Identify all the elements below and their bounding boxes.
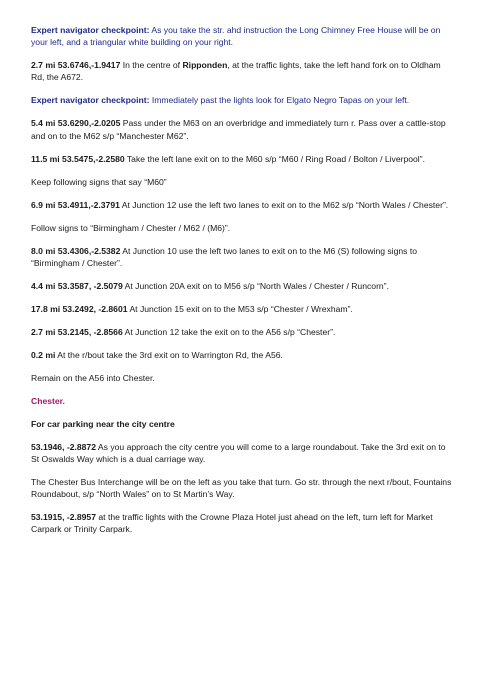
step-junction-15 (31, 303, 455, 315)
step-text: At Junction 15 exit on to the M53 s/p “Chester / Wrexham”. (127, 303, 353, 314)
directions-document (31, 24, 455, 546)
checkpoint-text: Immediately past the lights look for Elgato Negro Tapas on your left. (149, 95, 410, 106)
navigator-checkpoint-1 (31, 24, 455, 48)
step-text: At Junction 20A exit on to M56 s/p “North Wales / Chester / Runcorn”. (122, 280, 389, 291)
step-distance-coords: 8.0 mi 53.4306,-2.5382 (31, 245, 121, 256)
step-ripponden (31, 59, 455, 83)
place-name: Ripponden (182, 60, 228, 71)
step-text: At Junction 10 use the left two lanes to exit on to the M6 (S) following signs to “Birmingham / Chester”. (31, 245, 418, 268)
note-follow-birmingham: Follow signs to “Birmingham / Chester / M62 / (M6)”. (31, 222, 231, 233)
step-distance-coords: 2.7 mi 53.2145, -2.8566 (31, 326, 123, 337)
note-remain-a56: Remain on the A56 into Chester. (31, 372, 155, 383)
note-bus-interchange: The Chester Bus Interchange will be on the left as you take that turn. Go str. through the next r/bout, Fountains Roundabout, s/p “North Wales” on to St Martin’s Way. (31, 477, 452, 500)
step-junction-12-a56 (31, 326, 455, 338)
step-m60 (31, 153, 455, 165)
step-large-roundabout (31, 441, 455, 465)
step-distance-coords: 11.5 mi 53.5475,-2.2580 (31, 153, 125, 164)
step-text: In the centre of (120, 60, 183, 71)
step-distance-coords: 5.4 mi 53.6290,-2.0205 (31, 118, 121, 129)
navigator-checkpoint-2 (31, 94, 455, 106)
step-coords: 53.1915, -2.8957 (31, 512, 96, 523)
step-distance-coords: 17.8 mi 53.2492, -2.8601 (31, 303, 128, 314)
step-junction-20a (31, 280, 455, 292)
step-traffic-lights-carpark (31, 511, 455, 535)
step-distance: 0.2 mi (31, 349, 56, 360)
subheading-text: For car parking near the city centre (31, 418, 175, 429)
step-roundabout (31, 349, 455, 361)
step-coords: 53.1946, -2.8872 (31, 441, 96, 452)
step-text: At the r/bout take the 3rd exit on to Warrington Rd, the A56. (55, 349, 283, 360)
step-distance-coords: 2.7 mi 53.6746,-1.9417 (31, 60, 121, 71)
note-follow-m60: Keep following signs that say “M60” (31, 176, 167, 187)
step-text: At Junction 12 use the left two lanes to exit on to the M62 s/p “North Wales / Chester”. (119, 199, 449, 210)
step-distance-coords: 4.4 mi 53.3587, -2.5079 (31, 280, 123, 291)
section-heading-chester: Chester. (31, 395, 65, 406)
checkpoint-text: As you take the str. ahd instruction the Long Chimney Free House will be on your left, and a triangular white building on your right. (31, 25, 441, 48)
step-m62 (31, 117, 455, 141)
step-junction-10 (31, 245, 455, 269)
step-text: , at the traffic lights, take the left hand fork on to Oldham Rd, the A672. (31, 60, 441, 83)
subheading-car-parking (31, 418, 455, 430)
step-junction-12 (31, 199, 455, 211)
step-text: Take the left lane exit on to the M60 s/p “M60 / Ring Road / Bolton / Liverpool”. (124, 153, 425, 164)
checkpoint-label: Expert navigator checkpoint: (31, 25, 150, 35)
step-distance-coords: 6.9 mi 53.4911,-2.3791 (31, 199, 120, 210)
step-text: at the traffic lights with the Crowne Plaza Hotel just ahead on the left, turn left for Market Carpark or Trinity Carpark. (31, 512, 433, 535)
checkpoint-label: Expert navigator checkpoint: (31, 95, 150, 106)
step-text: Pass under the M63 on an overbridge and immediately turn r. Pass over a cattle-stop and on to the M62 s/p “Manchester M62”. (31, 118, 446, 141)
step-text: At Junction 12 take the exit on to the A56 s/p “Chester”. (122, 326, 336, 337)
step-text: As you approach the city centre you will come to a large roundabout. Take the 3rd exit on to St Oswalds Way which is a dual carriage way. (31, 441, 446, 465)
